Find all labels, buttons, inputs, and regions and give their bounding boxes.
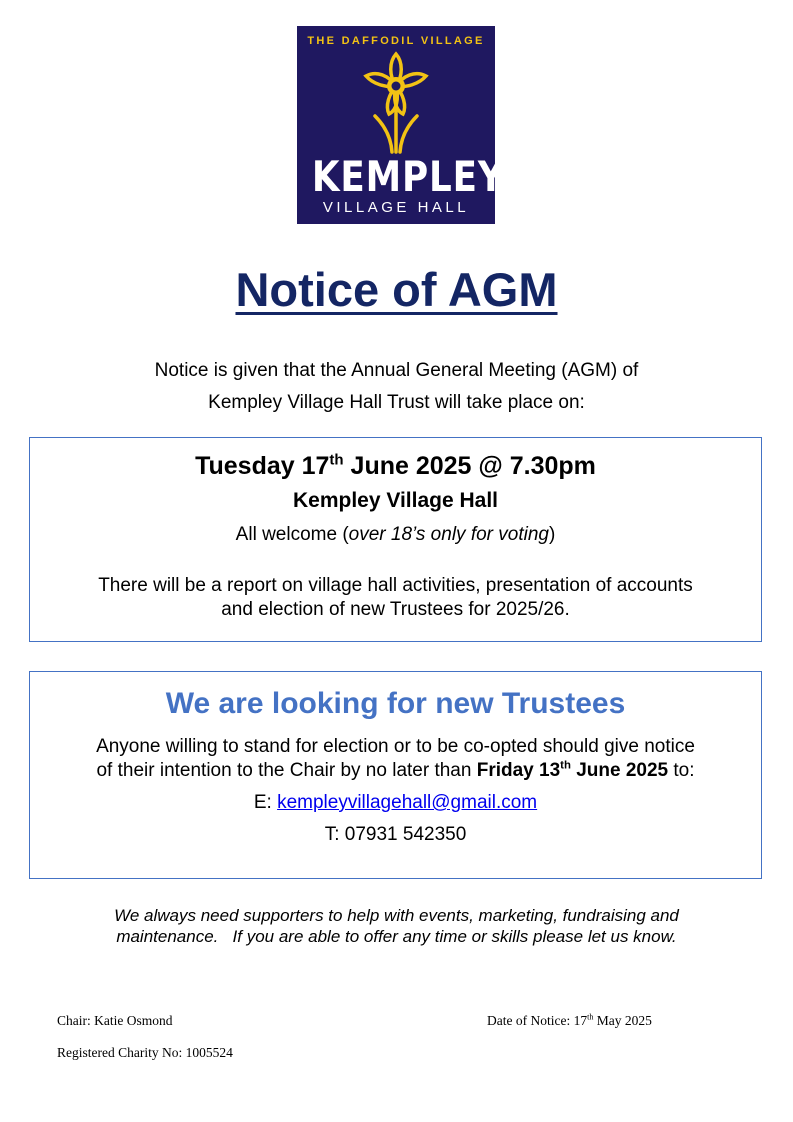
trustees-box (29, 671, 762, 879)
meeting-date: Tuesday 17th June 2025 @ 7.30pm (195, 451, 596, 480)
kempley-logo (297, 26, 505, 224)
trustees-text: Anyone willing to stand for election or to be co-opted should give notice of their intention to the Chair by no later than Friday 13th June 2025 to: (96, 736, 695, 781)
chair-name: Chair: Katie Osmond (57, 1013, 173, 1028)
report-text: There will be a report on village hall activities, presentation of accounts and election of new Trustees for 2025/26. (98, 575, 693, 620)
phone-line: T: 07931 542350 (324, 824, 467, 845)
meeting-venue: Kempley Village Hall (292, 489, 499, 512)
intro-line-2: Kempley Village Hall Trust will take place on: (208, 392, 585, 413)
email-line: E: kempleyvillagehall@gmail.com (253, 792, 538, 813)
supporters-note: We always need supporters to help with events, marketing, fundraising and maintenance. If you are able to offer any time or skills please let us know. (114, 906, 679, 946)
logo-name: KEMPLEY (311, 152, 505, 201)
charity-number: Registered Charity No: 1005524 (57, 1045, 233, 1060)
trustees-heading: We are looking for new Trustees (165, 687, 626, 720)
meeting-details-box (29, 437, 762, 642)
logo-subtitle: VILLAGE HALL (322, 199, 470, 216)
intro-line-1: Notice is given that the Annual General Meeting (AGM) of (154, 360, 639, 381)
email-link[interactable]: kempleyvillagehall@gmail.com (277, 792, 538, 813)
welcome-note: All welcome (over 18’s only for voting) (235, 524, 556, 545)
page-title: Notice of AGM (235, 263, 558, 316)
notice-date: Date of Notice: 17th May 2025 (487, 1012, 652, 1028)
daffodil-icon (361, 50, 431, 154)
logo-tagline: THE DAFFODIL VILLAGE (307, 35, 485, 47)
